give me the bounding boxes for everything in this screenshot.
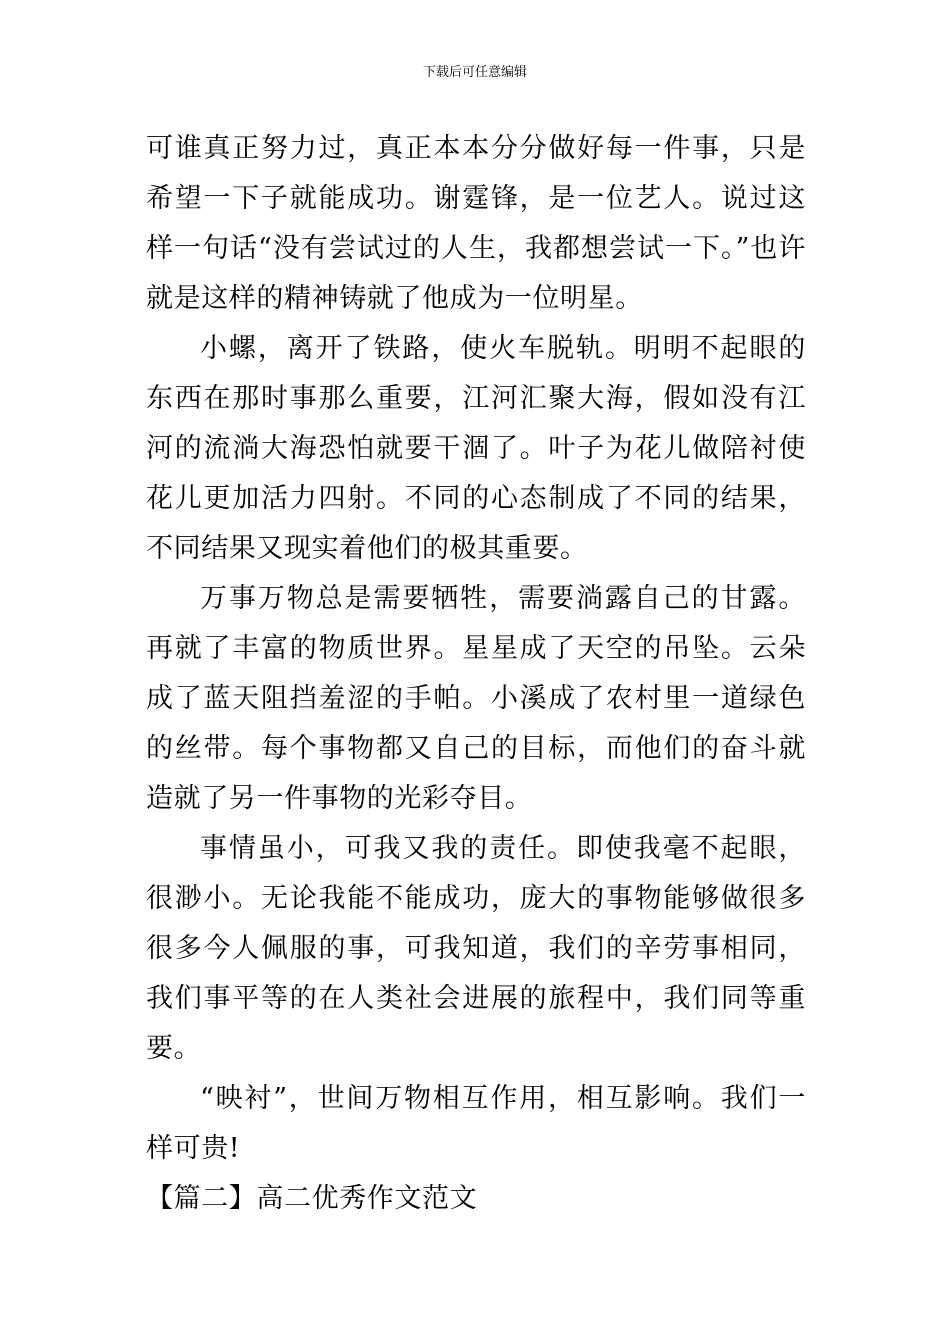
essay-body bbox=[146, 124, 806, 1224]
paragraph-4: 事情虽小，可我又我的责任。即使我毫不起眼，很渺小。无论我能不能成功，庞大的事物能够做很多很多今人佩服的事，可我知道，我们的辛劳事相同，我们事平等的在人类社会进展的旅程中，我们同等重要。 bbox=[146, 833, 806, 1064]
paragraph-2: 小螺，离开了铁路，使火车脱轨。明明不起眼的东西在那时事那么重要，江河汇聚大海，假如没有江河的流淌大海恐怕就要干涸了。叶子为花儿做陪衬使花儿更加活力四射。不同的心态制成了不同的结果，不同结果又现实着他们的极其重要。 bbox=[146, 333, 806, 564]
paragraph-5: “映衬”，世间万物相互作用，相互影响。我们一样可贵! bbox=[146, 1083, 806, 1164]
header-note: 下载后可任意编辑 bbox=[422, 65, 527, 80]
paragraph-1: 可谁真正努力过，真正本本分分做好每一件事，只是希望一下子就能成功。谢霆锋，是一位艺人。说过这样一句话“没有尝试过的人生，我都想尝试一下。”也许就是这样的精神铸就了他成为一位明星。 bbox=[146, 133, 806, 314]
paragraph-3: 万事万物总是需要牺牲，需要淌露自己的甘露。再就了丰富的物质世界。星星成了天空的吊坠。云朵成了蓝天阻挡羞涩的手帕。小溪成了农村里一道绿色的丝带。每个事物都又自己的目标，而他们的奋斗就造就了另一件事物的光彩夺目。 bbox=[146, 583, 806, 814]
section-heading: 【篇二】高二优秀作文范文 bbox=[146, 1183, 478, 1214]
